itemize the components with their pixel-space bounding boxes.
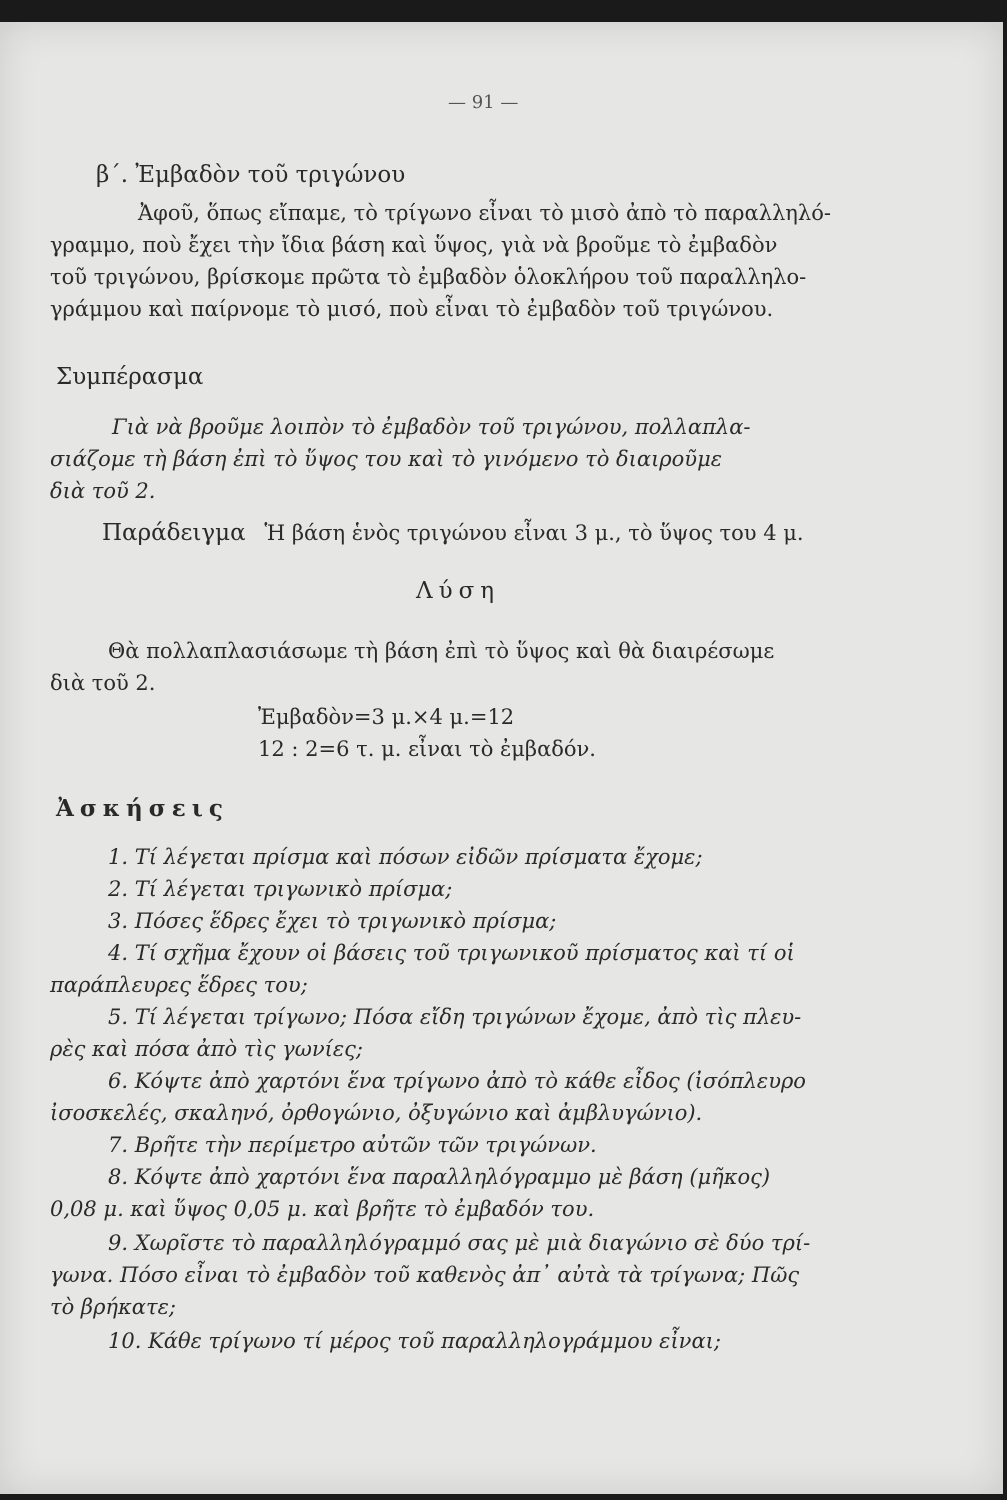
exercise-line: 7. Βρῆτε τὴν περίμετρο αὐτῶν τῶν τριγώνων. xyxy=(108,1133,597,1157)
intro-line: γράμμου καὶ παίρνομε τὸ μισό, ποὺ εἶναι τὸ ἐμβαδὸν τοῦ τριγώνου. xyxy=(50,297,774,321)
exercise-line: 8. Κόψτε ἀπὸ χαρτόνι ἕνα παραλληλόγραμμο μὲ βάση (μῆκος) xyxy=(108,1165,771,1189)
exercise-line: 9. Χωρῖστε τὸ παραλληλόγραμμό σας μὲ μιὰ διαγώνιο σὲ δύο τρί- xyxy=(108,1231,811,1255)
example-text: Ἡ βάση ἑνὸς τριγώνου εἶναι 3 μ., τὸ ὕψος του 4 μ. xyxy=(264,521,804,545)
exercise-line: 0,08 μ. καὶ ὕψος 0,05 μ. καὶ βρῆτε τὸ ἐμβαδόν του. xyxy=(50,1197,595,1221)
exercise-line: 10. Κάθε τρίγωνο τί μέρος τοῦ παραλληλογράμμου εἶναι; xyxy=(108,1329,721,1353)
exercise-line: ἰσοσκελές, σκαληνό, ὀρθογώνιο, ὀξυγώνιο καὶ ἀμβλυγώνιο). xyxy=(50,1101,703,1125)
solution-line: Θὰ πολλαπλασιάσωμε τὴ βάση ἐπὶ τὸ ὕψος καὶ θὰ διαιρέσωμε xyxy=(108,639,775,663)
conclusion-heading: Συμπέρασμα xyxy=(56,364,204,390)
solution-line: διὰ τοῦ 2. xyxy=(50,671,156,695)
exercise-line: 2. Τί λέγεται τριγωνικὸ πρίσμα; xyxy=(108,877,453,901)
exercise-line: παράπλευρες ἕδρες του; xyxy=(50,973,308,997)
example-paragraph xyxy=(102,520,804,546)
exercise-line: 4. Τί σχῆμα ἔχουν οἱ βάσεις τοῦ τριγωνικοῦ πρίσματος καὶ τί οἱ xyxy=(108,941,795,965)
page-number: — 91 — xyxy=(448,92,519,113)
intro-line: γραμμο, ποὺ ἔχει τὴν ἴδια βάση καὶ ὕψος, γιὰ νὰ βροῦμε τὸ ἐμβαδὸν xyxy=(50,233,778,257)
calculation-line: 12 : 2=6 τ. μ. εἶναι τὸ ἐμβαδόν. xyxy=(258,737,596,761)
section-title: β΄. Ἐμβαδὸν τοῦ τριγώνου xyxy=(96,162,406,188)
conclusion-line: Γιὰ νὰ βροῦμε λοιπὸν τὸ ἐμβαδὸν τοῦ τριγώνου, πολλαπλα- xyxy=(112,415,751,439)
example-label: Παράδειγμα xyxy=(102,520,246,546)
exercises-heading: Ἀσκήσεις xyxy=(56,795,229,822)
calculation-line: Ἐμβαδὸν=3 μ.×4 μ.=12 xyxy=(258,705,515,729)
exercise-line: 3. Πόσες ἕδρες ἔχει τὸ τριγωνικὸ πρίσμα; xyxy=(108,909,557,933)
exercise-line: τὸ βρήκατε; xyxy=(50,1295,176,1319)
exercise-line: 1. Τί λέγεται πρίσμα καὶ πόσων εἰδῶν πρίσματα ἔχομε; xyxy=(108,845,703,869)
conclusion-line: σιάζομε τὴ βάση ἐπὶ τὸ ὕψος του καὶ τὸ γινόμενο τὸ διαιροῦμε xyxy=(50,447,722,471)
conclusion-line: διὰ τοῦ 2. xyxy=(50,479,156,503)
solution-heading: Λύση xyxy=(416,578,501,604)
book-page xyxy=(0,22,1003,1494)
exercise-line: γωνα. Πόσο εἶναι τὸ ἐμβαδὸν τοῦ καθενὸς ἀπ᾽ αὐτὰ τὰ τρίγωνα; Πῶς xyxy=(50,1263,800,1287)
intro-line: τοῦ τριγώνου, βρίσκομε πρῶτα τὸ ἐμβαδὸν ὁλοκλήρου τοῦ παραλληλο- xyxy=(50,265,807,289)
exercise-line: 6. Κόψτε ἀπὸ χαρτόνι ἕνα τρίγωνο ἀπὸ τὸ κάθε εἶδος (ἰσόπλευρο xyxy=(108,1069,806,1093)
exercise-line: 5. Τί λέγεται τρίγωνο; Πόσα εἴδη τριγώνων ἔχομε, ἀπὸ τὶς πλευ- xyxy=(108,1005,802,1029)
intro-line: Ἀφοῦ, ὅπως εἴπαμε, τὸ τρίγωνο εἶναι τὸ μισὸ ἀπὸ τὸ παραλληλό- xyxy=(138,201,831,225)
exercise-line: ρὲς καὶ πόσα ἀπὸ τὶς γωνίες; xyxy=(50,1037,363,1061)
